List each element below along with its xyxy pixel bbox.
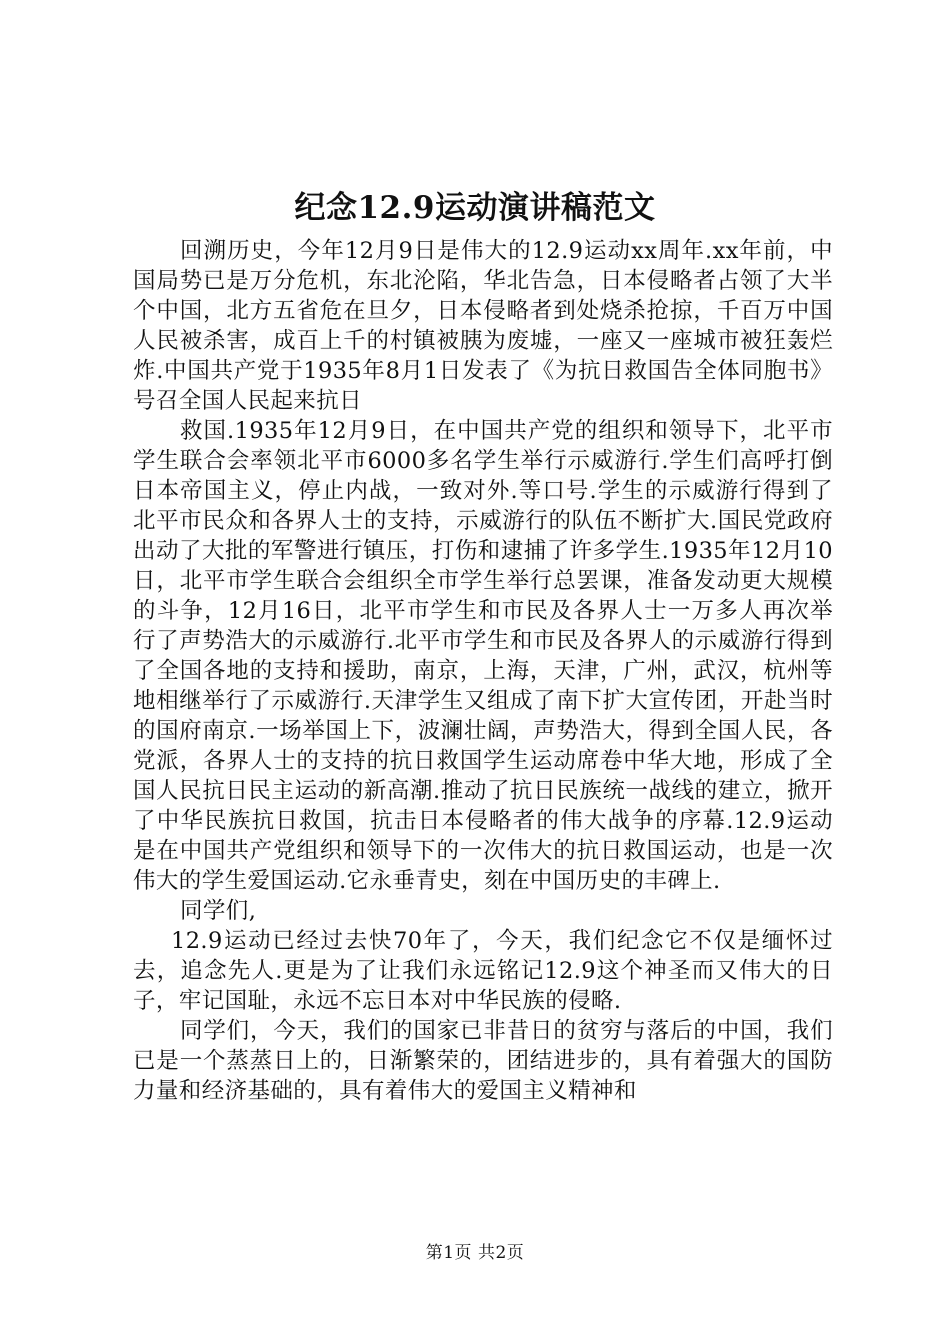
document-body — [133, 236, 833, 1106]
paragraph-5: 同学们，今天，我们的国家已非昔日的贫穷与落后的中国，我们已是一个蒸蒸日上的，日渐繁荣的，团结进步的，具有着强大的国防力量和经济基础的，具有着伟大的爱国主义精神和 — [133, 1018, 833, 1104]
paragraph-4: 12.9运动已经过去快70年了，今天，我们纪念它不仅是缅怀过去，追念先人.更是为了让我们永远铭记12.9这个神圣而又伟大的日子，牢记国耻，永远不忘日本对中华民族的侵略. — [133, 928, 833, 1014]
paragraph-3: 同学们, — [180, 898, 257, 924]
page-footer: 第1页 共2页 — [425, 1243, 525, 1263]
document-title: 纪念12.9运动演讲稿范文 — [294, 190, 656, 226]
paragraph-1: 回溯历史，今年12月9日是伟大的12.9运动xx周年.xx年前，中国局势已是万分危机，东北沦陷，华北告急，日本侵略者占领了大半个中国，北方五省危在旦夕，日本侵略者到处烧杀抢掠，千百万中国人民被杀害，成百上千的村镇被胰为废墟，一座又一座城市被狂轰烂炸.中国共产党于1935年8月1日发表了《为抗日救国告全体同胞书》号召全国人民起来抗日 — [133, 238, 833, 414]
paragraph-2: 救国.1935年12月9日，在中国共产党的组织和领导下，北平市学生联合会率领北平市6000多名学生举行示威游行.学生们高呼打倒日本帝国主义，停止内战，一致对外.等口号.学生的示威游行得到了北平市民众和各界人士的支持，示威游行的队伍不断扩大.国民党政府出动了大批的军警进行镇压，打伤和逮捕了许多学生.1935年12月10日，北平市学生联合会组织全市学生举行总罢课，准备发动更大规模的斗争，12月16日，北平市学生和市民及各界人士一万多人再次举行了声势浩大的示威游行.北平市学生和市民及各界人的示威游行得到了全国各地的支持和援助，南京，上海，天津，广州，武汉，杭州等地相继举行了示威游行.天津学生又组成了南下扩大宣传团，开赴当时的国府南京.一场举国上下，波澜壮阔，声势浩大，得到全国人民，各党派，各界人士的支持的抗日救国学生运动席卷中华大地，形成了全国人民抗日民主运动的新高潮.推动了抗日民族统一战线的建立，掀开了中华民族抗日救国，抗击日本侵略者的伟大战争的序幕.12.9运动是在中国共产党组织和领导下的一次伟大的抗日救国运动，也是一次伟大的学生爱国运动.它永垂青史，刻在中国历史的丰碑上. — [133, 418, 833, 894]
